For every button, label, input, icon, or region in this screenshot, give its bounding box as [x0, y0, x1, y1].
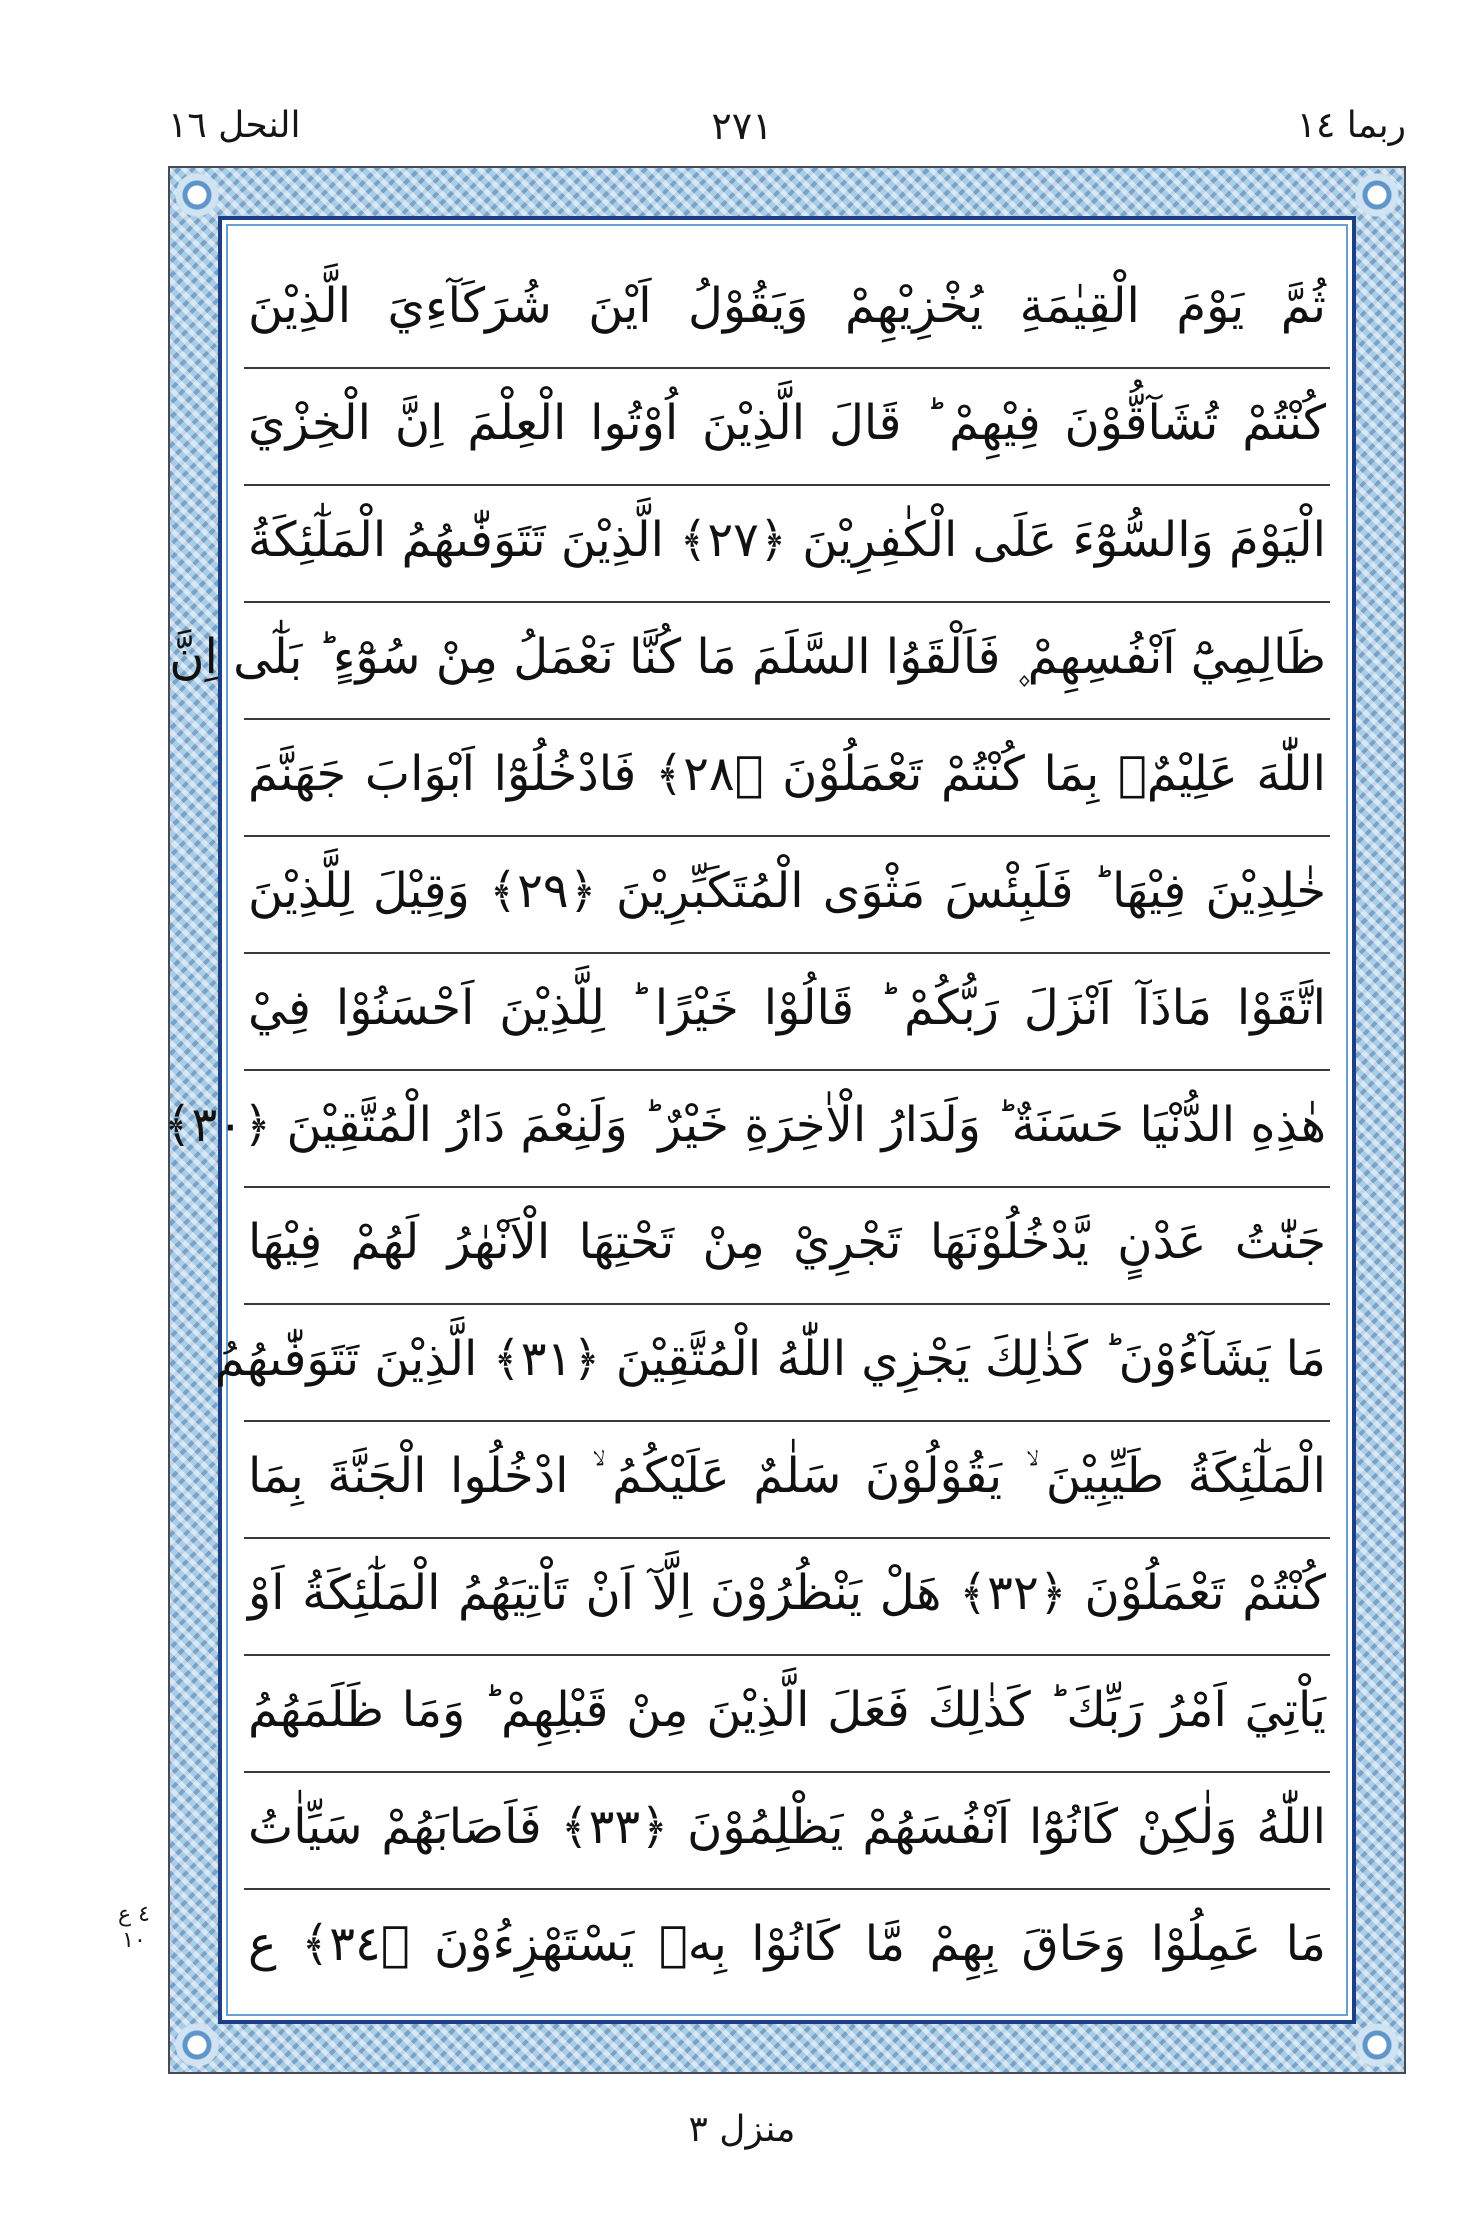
ayah-line: ظَالِمِيْٓ اَنْفُسِهِمْ ۪ فَاَلْقَوُا السَّلَمَ مَا كُنَّا نَعْمَلُ مِنْ سُوْٓءٍ ؕ بَلٰٓى اِنَّ — [244, 603, 1330, 720]
page-number: ٢٧١ — [711, 104, 773, 148]
ayah-line: الْمَلٰٓئِكَةُ طَيِّبِيْنَ ۙ يَقُوْلُوْنَ سَلٰمٌ عَلَيْكُمُ ۙ ادْخُلُوا الْجَنَّةَ بِمَا — [244, 1422, 1330, 1539]
ayah-line: جَنّٰتُ عَدْنٍ يَّدْخُلُوْنَهَا تَجْرِيْ مِنْ تَحْتِهَا الْاَنْهٰرُ لَهُمْ فِيْهَا — [244, 1188, 1330, 1305]
ayah-line: اللّٰهَ عَلِيْمٌۢ بِمَا كُنْتُمْ تَعْمَلُوْنَ ﴿٢٨﴾ فَادْخُلُوْٓا اَبْوَابَ جَهَنَّمَ — [244, 720, 1330, 837]
ayah-line: مَا عَمِلُوْا وَحَاقَ بِهِمْ مَّا كَانُوْا بِهٖ يَسْتَهْزِءُوْنَ ﴿٣٤﴾ ع — [248, 1916, 1326, 1972]
ayah-line: كُنْتُمْ تَعْمَلُوْنَ ﴿٣٢﴾ هَلْ يَنْظُرُوْنَ اِلَّآ اَنْ تَاْتِيَهُمُ الْمَلٰٓئِكَةُ اَوْ — [244, 1539, 1330, 1656]
ayah-line: يَاْتِيَ اَمْرُ رَبِّكَ ؕ كَذٰلِكَ فَعَلَ الَّذِيْنَ مِنْ قَبْلِهِمْ ؕ وَمَا ظَلَمَهُمُ — [244, 1656, 1330, 1773]
ayah-line: مَا يَشَآءُوْنَ ؕ كَذٰلِكَ يَجْزِي اللّٰهُ الْمُتَّقِيْنَ ﴿٣١﴾ الَّذِيْنَ تَتَوَفّٰىهُمُ — [244, 1305, 1330, 1422]
corner-ornament-icon — [1348, 2016, 1406, 2074]
ayah-line: اللّٰهُ وَلٰكِنْ كَانُوْٓا اَنْفُسَهُمْ يَظْلِمُوْنَ ﴿٣٣﴾ فَاَصَابَهُمْ سَيِّاٰتُ — [244, 1773, 1330, 1890]
corner-ornament-icon — [1348, 166, 1406, 224]
ruku-marker: ٤ ع ١٠ — [118, 1902, 150, 1953]
ayah-line: الْيَوْمَ وَالسُّوْٓءَ عَلَى الْكٰفِرِيْنَ ﴿٢٧﴾ الَّذِيْنَ تَتَوَفّٰىهُمُ الْمَلٰٓئِكَةُ — [244, 486, 1330, 603]
ayah-line: اتَّقَوْا مَاذَآ اَنْزَلَ رَبُّكُمْ ؕ قَالُوْا خَيْرًا ؕ لِلَّذِيْنَ اَحْسَنُوْا فِيْ — [244, 954, 1330, 1071]
ayah-text-block — [163, 252, 1330, 2007]
ayah-line: هٰذِهِ الدُّنْيَا حَسَنَةٌ ؕ وَلَدَارُ الْاٰخِرَةِ خَيْرٌ ؕ وَلَنِعْمَ دَارُ الْمُتَّقِيْنَ ﴿٣٠﴾ — [244, 1071, 1330, 1188]
corner-ornament-icon — [168, 2016, 226, 2074]
ayah-line: كُنْتُمْ تُشَآقُّوْنَ فِيْهِمْ ؕ قَالَ الَّذِيْنَ اُوْتُوا الْعِلْمَ اِنَّ الْخِزْيَ — [244, 369, 1330, 486]
manzil-footer: منزل ٣ — [688, 2109, 796, 2150]
surah-header: النحل ١٦ — [168, 105, 301, 146]
ayah-line: خٰلِدِيْنَ فِيْهَا ؕ فَلَبِئْسَ مَثْوَى الْمُتَكَبِّرِيْنَ ﴿٢٩﴾ وَقِيْلَ لِلَّذِيْنَ — [244, 837, 1330, 954]
para-header: ربما ١٤ — [1296, 105, 1406, 146]
ayah-line: ثُمَّ يَوْمَ الْقِيٰمَةِ يُخْزِيْهِمْ وَيَقُوْلُ اَيْنَ شُرَكَآءِيَ الَّذِيْنَ — [244, 252, 1330, 369]
